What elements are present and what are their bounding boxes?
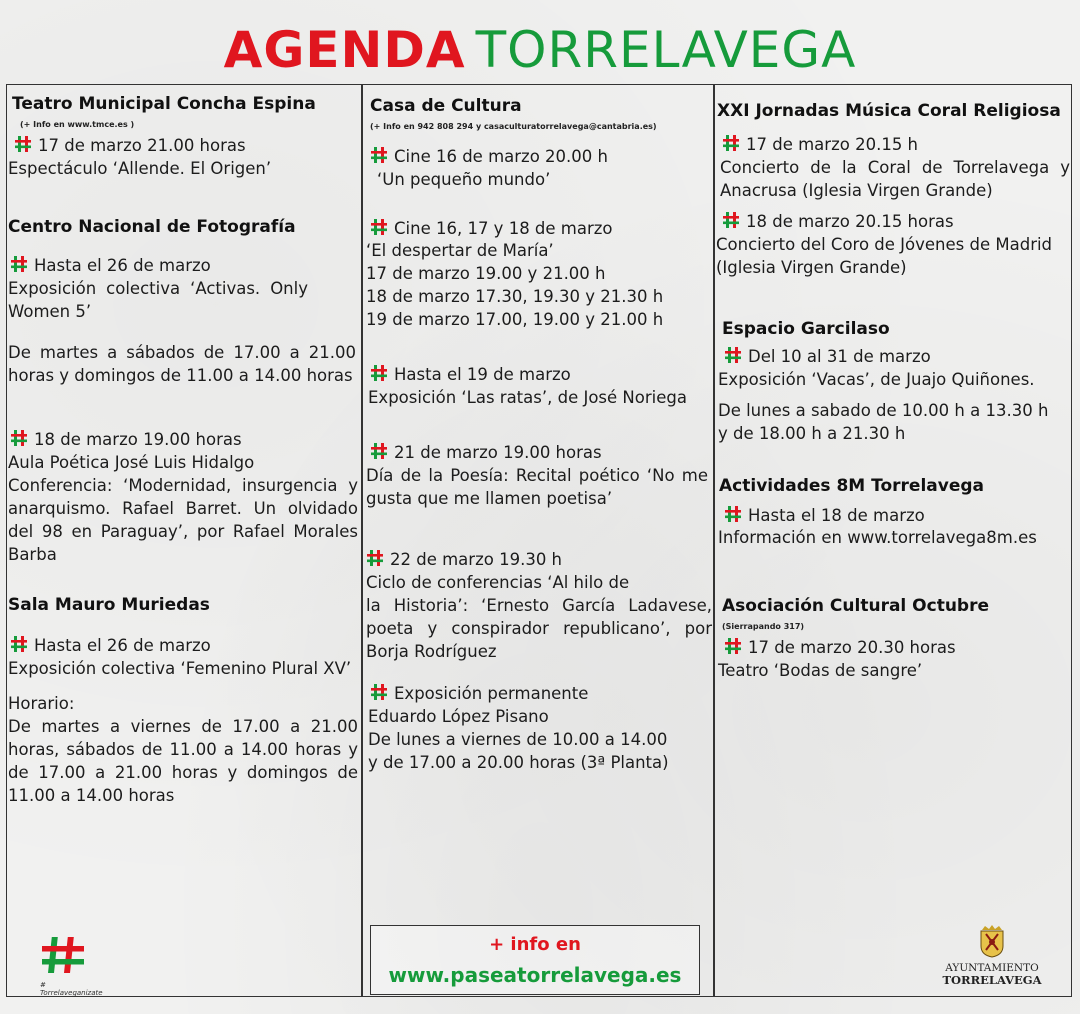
column-divider [361,84,363,997]
opening-hours: De lunes a viernes de 10.00 a 14.00 [368,730,668,749]
event-description: Exposición colectiva ‘Activas. Only Women 5’ [8,279,308,321]
event-date: 18 de marzo 19.00 horas [10,428,242,451]
event-subtitle: Aula Poética José Luis Hidalgo [8,453,255,472]
venue-heading: Teatro Municipal Concha Espina [12,94,316,114]
opening-hours: De lunes a sabado de 10.00 h a 13.30 h [718,401,1049,420]
hashtag-logo-icon [370,146,388,164]
event-description: Concierto de la Coral de Torrelavega y Anacrusa (Iglesia Virgen Grande) [720,158,1070,200]
venue-heading: Sala Mauro Muriedas [8,595,210,615]
venue-info: (+ Info en www.tmce.es ) [20,120,135,129]
column-divider [713,84,715,997]
logo-caption: # Torrelaveganizate [40,981,103,997]
ayuntamiento-label: AYUNTAMIENTO [945,962,1039,974]
event-description: Día de la Poesía: Recital poético ‘No me gusta que me llamen poetisa’ [366,466,708,508]
event-date: Hasta el 19 de marzo [370,363,571,386]
hashtag-logo-icon [10,635,28,653]
venue-info: (Sierrapando 317) [722,622,805,631]
hashtag-logo-icon [40,935,86,975]
torrelavega-label: TORRELAVEGA [942,973,1042,987]
event-date: Del 10 al 31 de marzo [724,345,931,368]
event-date: 17 de marzo 20.15 h [722,133,918,156]
event-date: Hasta el 26 de marzo [10,634,211,657]
hashtag-logo-icon [370,683,388,701]
event-date: 21 de marzo 19.00 horas [370,441,602,464]
event-description: ‘Un pequeño mundo’ [377,170,551,189]
event-schedule: 18 de marzo 17.30, 19.30 y 21.30 h [366,287,664,306]
coat-of-arms-icon [979,924,1005,958]
event-description: Exposición colectiva ‘Femenino Plural XV’ [8,659,352,678]
hashtag-logo-icon [10,429,28,447]
hashtag-logo-icon [724,505,742,523]
venue-heading: Casa de Cultura [370,96,522,116]
website-link[interactable]: www.paseatorrelavega.es [388,963,682,987]
event-description: Espectáculo ‘Allende. El Origen’ [8,159,272,178]
event-date: Exposición permanente [370,682,588,705]
hashtag-logo-icon [724,346,742,364]
event-description: Concierto del Coro de Jóvenes de Madrid [716,235,1053,254]
event-description: la Historia’: ‘Ernesto García Ladavese, poeta y conspirador republicano’, por Borja Rodríguez [366,596,712,661]
event-date: 18 de marzo 20.15 horas [722,210,954,233]
event-date: Cine 16, 17 y 18 de marzo [370,217,613,240]
opening-hours: y de 17.00 a 20.00 horas (3ª Planta) [368,753,669,772]
event-subtitle: Ciclo de conferencias ‘Al hilo de [366,573,630,592]
venue-heading: Asociación Cultural Octubre [722,596,990,616]
title-torrelavega: TORRELAVEGA [475,21,857,79]
venue-heading: Espacio Garcilaso [722,319,890,339]
hashtag-logo-icon [10,255,28,273]
venue-heading: Centro Nacional de Fotografía [8,217,296,237]
opening-hours: De martes a sábados de 17.00 a 21.00 horas y domingos de 11.00 a 14.00 horas [8,343,356,385]
hashtag-logo-icon [14,135,32,153]
event-schedule: 19 de marzo 17.00, 19.00 y 21.00 h [366,310,664,329]
event-date: 17 de marzo 20.30 horas [724,636,956,659]
opening-hours: y de 18.00 h a 21.30 h [718,424,906,443]
hashtag-logo-icon [724,637,742,655]
venue-heading: XXI Jornadas Música Coral Religiosa [717,101,1061,121]
event-description: Exposición ‘Vacas’, de Juajo Quiñones. [718,370,1035,389]
hashtag-logo-icon [370,364,388,382]
more-info-label: + info en [489,934,581,955]
event-date: Cine 16 de marzo 20.00 h [370,145,608,168]
torrelaveganizate-logo [40,935,110,997]
event-description: Teatro ‘Bodas de sangre’ [718,661,923,680]
event-subtitle: Eduardo López Pisano [368,707,549,726]
event-description: Conferencia: ‘Modernidad, insurgencia y anarquismo. Rafael Barret. Un olvidado del 98 en Paraguay’, por Rafael Morales Barba [8,476,358,564]
event-date: 22 de marzo 19.30 h [366,548,562,571]
venue-heading: Actividades 8M Torrelavega [719,476,985,496]
hashtag-logo-icon [370,218,388,236]
event-description: Exposición ‘Las ratas’, de José Noriega [368,388,687,407]
event-description: Información en www.torrelavega8m.es [718,528,1037,547]
event-schedule: 17 de marzo 19.00 y 21.00 h [366,264,606,283]
event-date: Hasta el 26 de marzo [10,254,211,277]
event-date: Hasta el 18 de marzo [724,504,925,527]
hashtag-logo-icon [722,211,740,229]
hashtag-logo-icon [370,442,388,460]
title-agenda: AGENDA [223,21,466,79]
opening-hours: De martes a viernes de 17.00 a 21.00 horas, sábados de 11.00 a 14.00 horas y de 17.00 a 21.00 horas y domingos de 11.00 a 14.00 horas [8,717,358,805]
event-description: (Iglesia Virgen Grande) [716,258,907,277]
event-date: 17 de marzo 21.00 horas [14,134,246,157]
event-description: ‘El despertar de María’ [366,241,554,260]
more-info-box [370,925,700,995]
hours-label: Horario: [8,694,75,713]
venue-info: (+ Info en 942 808 294 y casaculturatorrelavega@cantabria.es) [370,122,657,131]
page-title [0,20,1080,80]
ayuntamiento-logo [936,924,1048,986]
hashtag-logo-icon [722,134,740,152]
hashtag-logo-icon [366,549,384,567]
